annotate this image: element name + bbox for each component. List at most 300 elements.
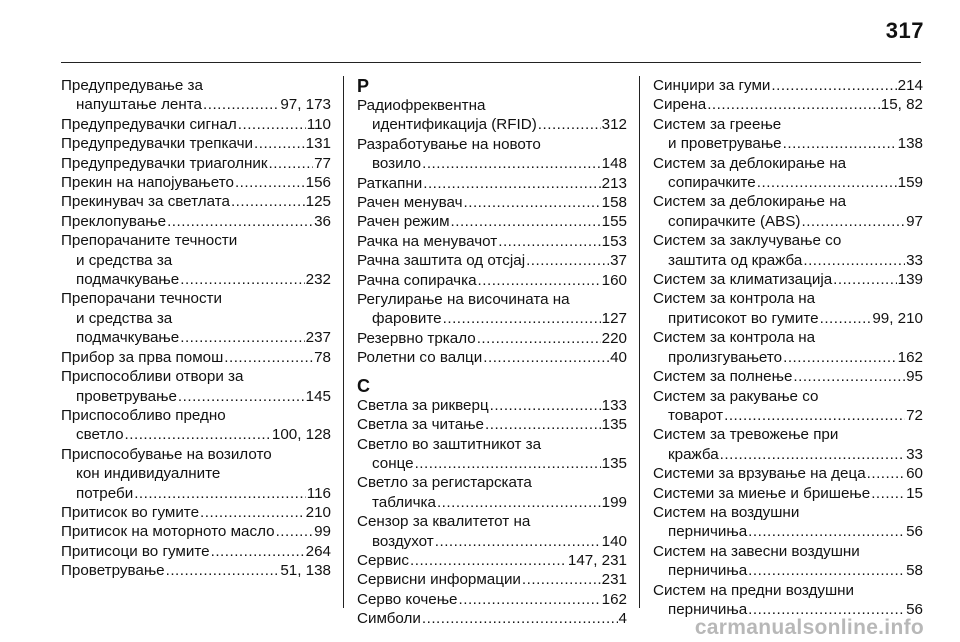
page-reference: 33 bbox=[906, 251, 923, 269]
entry-last-line bbox=[653, 484, 923, 503]
page-reference: 15 bbox=[906, 484, 923, 502]
entry-last-line bbox=[357, 329, 627, 348]
entry-text: Системи за миење и бришење bbox=[653, 484, 871, 502]
entry-text: Рачен менувач bbox=[357, 194, 463, 212]
entry-text: и средства за bbox=[76, 251, 173, 269]
index-entry bbox=[357, 135, 627, 174]
leader-dots bbox=[490, 396, 601, 415]
entry-text: Системи за врзување на деца bbox=[653, 465, 866, 483]
entry-text: Сервис bbox=[357, 551, 410, 569]
entry-text: подмачкување bbox=[76, 329, 180, 347]
index-entry bbox=[357, 590, 627, 609]
page-reference: 159 bbox=[897, 174, 923, 192]
entry-text: Прекинувач за светлата bbox=[61, 193, 230, 211]
index-entry bbox=[653, 425, 923, 464]
index-entry bbox=[61, 522, 331, 541]
entry-text: Систем за заклучување со bbox=[653, 232, 842, 250]
leader-dots bbox=[268, 154, 313, 173]
page-reference: 220 bbox=[601, 329, 627, 347]
entry-text: Светло во заштитникот за bbox=[357, 435, 542, 453]
index-entry bbox=[357, 212, 627, 231]
page-reference: 110 bbox=[306, 115, 331, 133]
leader-dots bbox=[485, 415, 601, 434]
page-reference: 162 bbox=[601, 590, 627, 608]
page-reference: 60 bbox=[906, 465, 923, 483]
entry-text: Разработување на новото bbox=[357, 135, 541, 153]
leader-dots bbox=[783, 348, 897, 367]
leader-dots bbox=[498, 232, 600, 251]
page-reference: 116 bbox=[306, 484, 331, 502]
entry-last-line bbox=[61, 173, 331, 192]
leader-dots bbox=[771, 76, 896, 95]
entry-text: Притисок во гумите bbox=[61, 503, 200, 521]
entry-last-line bbox=[357, 570, 627, 589]
entry-text: Резервно тркало bbox=[357, 329, 476, 347]
entry-last-line bbox=[61, 387, 331, 406]
index-entry bbox=[653, 542, 923, 581]
entry-last-line bbox=[61, 328, 331, 347]
entry-text: Светло за регистарската bbox=[357, 474, 532, 492]
entry-text: Систем за ракување со bbox=[653, 387, 819, 405]
entry-last-line bbox=[357, 396, 627, 415]
leader-dots bbox=[231, 192, 305, 211]
leader-dots bbox=[276, 522, 314, 541]
entry-text: перничиња bbox=[668, 562, 748, 580]
entry-last-line bbox=[653, 270, 923, 289]
index-entry bbox=[357, 512, 627, 551]
entry-last-line bbox=[357, 154, 627, 173]
watermark: carmanualsonline.info bbox=[694, 616, 924, 639]
entry-last-line bbox=[357, 493, 627, 512]
index-column-3 bbox=[653, 76, 923, 619]
entry-last-line bbox=[653, 212, 923, 231]
index-entry bbox=[61, 173, 331, 192]
page-reference: 145 bbox=[305, 387, 331, 405]
index-entry bbox=[61, 445, 331, 503]
leader-dots bbox=[783, 134, 897, 153]
index-entry bbox=[357, 329, 627, 348]
index-entry bbox=[653, 154, 923, 193]
section-letter: С bbox=[357, 375, 370, 396]
index-entry bbox=[357, 96, 627, 135]
page-reference: 232 bbox=[305, 271, 331, 289]
entry-last-line bbox=[357, 212, 627, 231]
leader-dots bbox=[477, 329, 601, 348]
entry-text: Преклопување bbox=[61, 212, 167, 230]
page-reference: 51, 138 bbox=[280, 562, 331, 580]
index-column-1 bbox=[61, 76, 331, 581]
index-entry bbox=[357, 271, 627, 290]
entry-text: идентификација (RFID) bbox=[372, 116, 537, 134]
leader-dots bbox=[538, 115, 601, 134]
entry-last-line bbox=[61, 484, 331, 503]
page-reference: 312 bbox=[601, 116, 627, 134]
entry-text: подмачкување bbox=[76, 271, 180, 289]
page-reference: 231 bbox=[601, 571, 627, 589]
index-entry bbox=[61, 348, 331, 367]
index-entry bbox=[61, 542, 331, 561]
entry-text: кон индивидуалните bbox=[76, 465, 221, 483]
entry-text: Приспособување на возилото bbox=[61, 445, 272, 463]
leader-dots bbox=[464, 193, 601, 212]
entry-text: Прекин на напојувањето bbox=[61, 174, 234, 192]
entry-text: кражба bbox=[668, 445, 719, 463]
entry-text: и проветрување bbox=[668, 135, 782, 153]
page-reference: 4 bbox=[618, 610, 627, 628]
index-entry bbox=[61, 231, 331, 289]
entry-text: Систем за контрола на bbox=[653, 329, 816, 347]
page-reference: 37 bbox=[610, 252, 627, 270]
entry-text: Ролетни со валци bbox=[357, 349, 483, 367]
entry-last-line bbox=[61, 522, 331, 541]
entry-last-line bbox=[61, 542, 331, 561]
entry-text: Систем за контрола на bbox=[653, 290, 816, 308]
entry-text: Сензор за квалитетот на bbox=[357, 513, 531, 531]
entry-text: перничиња bbox=[668, 523, 748, 541]
index-entry bbox=[61, 76, 331, 115]
page-reference: 127 bbox=[601, 310, 627, 328]
entry-last-line bbox=[653, 251, 923, 270]
index-entry bbox=[61, 154, 331, 173]
leader-dots bbox=[167, 212, 313, 231]
entry-text: Светла за читање bbox=[357, 416, 485, 434]
leader-dots bbox=[180, 328, 304, 347]
entry-text: проветрување bbox=[76, 387, 177, 405]
index-entry bbox=[357, 232, 627, 251]
entry-text: сопирачките bbox=[668, 174, 756, 192]
entry-last-line bbox=[61, 134, 331, 153]
page-reference: 100, 128 bbox=[271, 426, 331, 444]
page-reference: 135 bbox=[601, 416, 627, 434]
page-reference: 199 bbox=[601, 493, 627, 511]
entry-last-line bbox=[357, 609, 627, 628]
entry-text: Сервисни информации bbox=[357, 571, 521, 589]
leader-dots bbox=[724, 406, 905, 425]
index-entry bbox=[653, 270, 923, 289]
index-entry bbox=[653, 328, 923, 367]
entry-text: Приспособливо предно bbox=[61, 406, 226, 424]
entry-text: Симболи bbox=[357, 610, 421, 628]
page-reference: 33 bbox=[906, 445, 923, 463]
leader-dots bbox=[748, 561, 905, 580]
index-entry bbox=[653, 95, 923, 114]
leader-dots bbox=[443, 309, 601, 328]
leader-dots bbox=[483, 348, 609, 367]
leader-dots bbox=[867, 464, 905, 483]
index-entry bbox=[357, 551, 627, 570]
leader-dots bbox=[166, 561, 280, 580]
leader-dots bbox=[720, 445, 905, 464]
entry-last-line bbox=[653, 464, 923, 483]
entry-last-line bbox=[357, 174, 627, 193]
index-entry bbox=[357, 251, 627, 270]
column-divider bbox=[343, 76, 344, 608]
entry-last-line bbox=[61, 270, 331, 289]
entry-last-line bbox=[653, 95, 923, 114]
index-entry bbox=[357, 570, 627, 589]
entry-last-line bbox=[357, 232, 627, 251]
page-reference: 15, 82 bbox=[880, 96, 923, 114]
top-rule bbox=[61, 62, 921, 63]
page-reference: 99, 210 bbox=[872, 309, 923, 327]
leader-dots bbox=[224, 348, 313, 367]
entry-last-line bbox=[653, 445, 923, 464]
index-entry bbox=[357, 174, 627, 193]
index-column-2 bbox=[357, 76, 627, 629]
index-entry bbox=[357, 290, 627, 329]
leader-dots bbox=[793, 367, 905, 386]
leader-dots bbox=[134, 484, 306, 503]
index-entry bbox=[357, 193, 627, 212]
entry-text: воздухот bbox=[372, 532, 434, 550]
entry-text: Прибор за прва помош bbox=[61, 348, 224, 366]
entry-text: Систем на предни воздушни bbox=[653, 581, 855, 599]
entry-text: Систем на завесни воздушни bbox=[653, 542, 860, 560]
entry-text: товарот bbox=[668, 406, 724, 424]
leader-dots bbox=[254, 134, 305, 153]
leader-dots bbox=[235, 173, 305, 192]
leader-dots bbox=[803, 251, 905, 270]
leader-dots bbox=[203, 95, 279, 114]
page-reference: 97 bbox=[906, 212, 923, 230]
page-reference: 139 bbox=[897, 271, 923, 289]
entry-text: Предупредувачки сигнал bbox=[61, 115, 237, 133]
entry-text: Притисок на моторното масло bbox=[61, 523, 275, 541]
entry-last-line bbox=[61, 561, 331, 580]
entry-last-line bbox=[61, 348, 331, 367]
page-reference: 148 bbox=[601, 155, 627, 173]
leader-dots bbox=[526, 251, 609, 270]
entry-text: Рачка на менувачот bbox=[357, 232, 498, 250]
entry-text: Систем за тревожење при bbox=[653, 426, 839, 444]
entry-last-line bbox=[653, 522, 923, 541]
entry-text: фаровите bbox=[372, 310, 442, 328]
entry-last-line bbox=[357, 115, 627, 134]
leader-dots bbox=[748, 522, 905, 541]
page-reference: 153 bbox=[601, 232, 627, 250]
entry-last-line bbox=[357, 454, 627, 473]
index-entry bbox=[61, 503, 331, 522]
page-reference: 78 bbox=[314, 348, 331, 366]
entry-text: Синџири за гуми bbox=[653, 77, 771, 94]
page-reference: 264 bbox=[305, 542, 331, 560]
index-entry bbox=[653, 115, 923, 154]
entry-last-line bbox=[61, 154, 331, 173]
entry-last-line bbox=[61, 212, 331, 231]
leader-dots bbox=[200, 503, 305, 522]
entry-last-line bbox=[61, 192, 331, 211]
leader-dots bbox=[423, 174, 600, 193]
page-reference: 58 bbox=[906, 562, 923, 580]
entry-text: притисокот во гумите bbox=[668, 309, 819, 327]
entry-last-line bbox=[653, 76, 923, 95]
section-letter: Р bbox=[357, 76, 370, 96]
page-reference: 56 bbox=[906, 600, 923, 618]
index-entry bbox=[653, 76, 923, 95]
index-entry bbox=[61, 192, 331, 211]
leader-dots bbox=[415, 454, 601, 473]
index-entry bbox=[61, 561, 331, 580]
page-reference: 56 bbox=[906, 523, 923, 541]
index-entry bbox=[357, 473, 627, 512]
index-entry bbox=[61, 115, 331, 134]
entry-text: Рачен режим bbox=[357, 213, 450, 231]
entry-text: Радиофреквентна bbox=[357, 97, 486, 114]
entry-text: напуштање лента bbox=[76, 96, 203, 114]
entry-last-line bbox=[357, 551, 627, 570]
index-entry bbox=[61, 367, 331, 406]
entry-text: Систем за греење bbox=[653, 115, 782, 133]
page-reference: 156 bbox=[305, 174, 331, 192]
leader-dots bbox=[178, 387, 305, 406]
entry-text: сопирачките (ABS) bbox=[668, 212, 801, 230]
entry-last-line bbox=[653, 561, 923, 580]
index-entry bbox=[653, 231, 923, 270]
index-entry bbox=[653, 484, 923, 503]
entry-text: потреби bbox=[76, 484, 134, 502]
page-number: 317 bbox=[885, 18, 924, 43]
entry-last-line bbox=[357, 532, 627, 551]
entry-text: Предупредувачки трепкачи bbox=[61, 135, 254, 153]
page-reference: 95 bbox=[906, 368, 923, 386]
entry-text: Рачна сопирачка bbox=[357, 271, 477, 289]
index-entry bbox=[357, 396, 627, 415]
entry-text: сонце bbox=[372, 454, 414, 472]
page-reference: 210 bbox=[305, 503, 331, 521]
entry-text: Приспособливи отвори за bbox=[61, 368, 244, 386]
entry-text: Серво кочење bbox=[357, 590, 458, 608]
column-divider bbox=[639, 76, 640, 608]
page-reference: 147, 231 bbox=[567, 551, 627, 569]
entry-text: Светла за рикверц bbox=[357, 396, 489, 414]
page-reference: 160 bbox=[601, 271, 627, 289]
page-reference: 158 bbox=[601, 194, 627, 212]
entry-last-line bbox=[61, 425, 331, 444]
entry-text: возило bbox=[372, 155, 422, 173]
entry-text: Рачна заштита од отсјај bbox=[357, 252, 526, 270]
index-entry bbox=[61, 212, 331, 231]
index-entry bbox=[357, 415, 627, 434]
entry-text: Раткапни bbox=[357, 174, 423, 192]
page-reference: 237 bbox=[305, 329, 331, 347]
index-entry bbox=[653, 192, 923, 231]
index-entry bbox=[61, 406, 331, 445]
entry-last-line bbox=[357, 415, 627, 434]
entry-text: заштита од кражба bbox=[668, 251, 803, 269]
page-reference: 125 bbox=[305, 193, 331, 211]
leader-dots bbox=[871, 484, 905, 503]
page-reference: 77 bbox=[314, 154, 331, 172]
page-reference: 138 bbox=[897, 135, 923, 153]
entry-last-line bbox=[357, 309, 627, 328]
page-reference: 133 bbox=[601, 396, 627, 414]
entry-text: перничиња bbox=[668, 600, 748, 618]
index-entry bbox=[357, 609, 627, 628]
leader-dots bbox=[422, 609, 618, 628]
index-entry bbox=[653, 289, 923, 328]
leader-dots bbox=[801, 212, 905, 231]
entry-text: Предупредување за bbox=[61, 77, 203, 94]
index-entry bbox=[357, 435, 627, 474]
entry-text: Систем за климатизација bbox=[653, 271, 833, 289]
leader-dots bbox=[451, 212, 601, 231]
entry-last-line bbox=[357, 193, 627, 212]
index-entry bbox=[653, 387, 923, 426]
page-reference: 162 bbox=[897, 348, 923, 366]
entry-text: Систем за деблокирање на bbox=[653, 154, 847, 172]
page-reference: 40 bbox=[610, 349, 627, 367]
entry-last-line bbox=[357, 251, 627, 270]
entry-text: Регулирање на височината на bbox=[357, 291, 570, 309]
entry-last-line bbox=[357, 348, 627, 367]
entry-text: Предупредувачки триаголник bbox=[61, 154, 268, 172]
entry-text: Систем за деблокирање на bbox=[653, 193, 847, 211]
entry-last-line bbox=[357, 590, 627, 609]
entry-last-line bbox=[653, 309, 923, 328]
leader-dots bbox=[238, 115, 306, 134]
leader-dots bbox=[820, 309, 872, 328]
index-entry bbox=[357, 348, 627, 367]
leader-dots bbox=[410, 551, 567, 570]
leader-dots bbox=[435, 532, 601, 551]
leader-dots bbox=[211, 542, 305, 561]
leader-dots bbox=[833, 270, 897, 289]
leader-dots bbox=[707, 95, 880, 114]
entry-text: пролизгувањето bbox=[668, 348, 783, 366]
entry-text: Проветрување bbox=[61, 562, 165, 580]
entry-text: табличка bbox=[372, 493, 436, 511]
entry-last-line bbox=[653, 173, 923, 192]
page-reference: 214 bbox=[897, 77, 923, 94]
leader-dots bbox=[125, 425, 271, 444]
entry-last-line bbox=[61, 503, 331, 522]
leader-dots bbox=[437, 493, 601, 512]
entry-text: Препорачаните течности bbox=[61, 232, 238, 250]
entry-text: светло bbox=[76, 426, 124, 444]
entry-text: Сирена bbox=[653, 96, 707, 114]
index-entry bbox=[653, 581, 923, 620]
entry-text: и средства за bbox=[76, 309, 173, 327]
index-entry bbox=[61, 134, 331, 153]
leader-dots bbox=[459, 590, 601, 609]
entry-text: Препорачани течности bbox=[61, 290, 222, 308]
leader-dots bbox=[478, 271, 601, 290]
page-reference: 99 bbox=[314, 523, 331, 541]
page-reference: 213 bbox=[601, 174, 627, 192]
page-reference: 97, 173 bbox=[280, 96, 331, 114]
page-reference: 36 bbox=[314, 212, 331, 230]
page-reference: 135 bbox=[601, 454, 627, 472]
index-entry bbox=[61, 289, 331, 347]
entry-last-line bbox=[61, 115, 331, 134]
entry-last-line bbox=[653, 134, 923, 153]
leader-dots bbox=[522, 570, 601, 589]
leader-dots bbox=[757, 173, 897, 192]
entry-last-line bbox=[653, 406, 923, 425]
page-reference: 155 bbox=[601, 213, 627, 231]
entry-last-line bbox=[653, 348, 923, 367]
entry-text: Притисоци во гумите bbox=[61, 542, 210, 560]
page-reference: 140 bbox=[601, 532, 627, 550]
page-reference: 72 bbox=[906, 406, 923, 424]
entry-text: Систем на воздушни bbox=[653, 503, 800, 521]
leader-dots bbox=[180, 270, 304, 289]
index-entry bbox=[653, 464, 923, 483]
entry-last-line bbox=[357, 271, 627, 290]
index-entry bbox=[653, 367, 923, 386]
entry-last-line bbox=[653, 367, 923, 386]
entry-last-line bbox=[61, 95, 331, 114]
